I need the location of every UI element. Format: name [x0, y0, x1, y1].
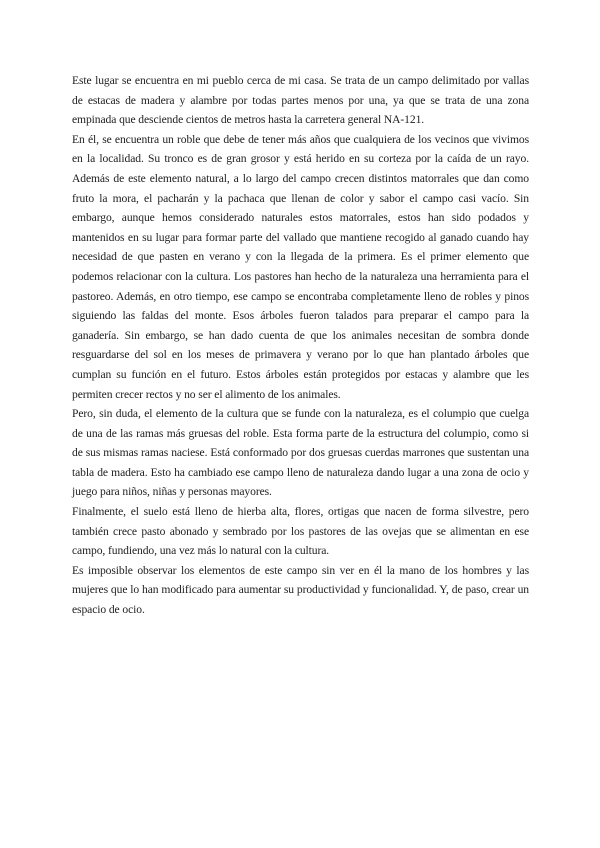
paragraph-ground: Finalmente, el suelo está lleno de hierba alta, flores, ortigas que nacen de forma silvestre, pero también crece pasto abonado y sembrado por los pastores de las ovejas que se alimentan en ese campo, fundiendo, una vez más lo natural con la cultura. [72, 505, 529, 558]
paragraph-swing: Pero, sin duda, el elemento de la cultura que se funde con la naturaleza, es el columpio que cuelga de una de las ramas más gruesas del roble. Esta forma parte de la estructura del columpio, como si de sus mismas ramas naciese. Está conformado por dos gruesas cuerdas marrones que sustentan una tabla de madera. Esto ha cambiado ese campo lleno de naturaleza dando lugar a una zona de ocio y juego para niños, niñas y personas mayores. [72, 407, 529, 499]
document-body [72, 71, 529, 620]
paragraph-conclusion: Es imposible observar los elementos de este campo sin ver en él la mano de los hombres y las mujeres que lo han modificado para aumentar su productividad y funcionalidad. Y, de paso, crear un espacio de ocio. [72, 563, 529, 617]
paragraph-location: Este lugar se encuentra en mi pueblo cerca de mi casa. Se trata de un campo delimitado por vallas de estacas de madera y alambre por todas partes menos por una, ya que se trata de una zona empinada que desciende cientos de metros hasta la carretera general NA-121. [72, 74, 529, 127]
paragraph-oak-and-shrubs: En él, se encuentra un roble que debe de tener más años que cualquiera de los vecinos que vivimos en la localidad. Su tronco es de gran grosor y está herido en su corteza por la caída de un rayo. Además de este elemento natural, a lo largo del campo crecen distintos matorrales que dan como fruto la mora, el pacharán y la pachaca que llenan de color y sabor el campo casi vacío. Sin embargo, aunque hemos considerado naturales estos matorrales, estos han sido podados y mantenidos en su lugar para formar parte del vallado que mantiene recogido al ganado cuando hay necesidad de que pasten en verano y con la llegada de la primera. Es el primer elemento que podemos relacionar con la cultura. Los pastores han hecho de la naturaleza una herramienta para el pastoreo. Además, en otro tiempo, ese campo se encontraba completamente lleno de robles y pinos siguiendo las faldas del monte. Esos árboles fueron talados para preparar el campo para la ganadería. Sin embargo, se han dado cuenta de que los animales necesitan de sombra donde resguardarse del sol en los meses de primavera y verano por lo que han plantado árboles que cumplan su función en el futuro. Estos árboles están protegidos por estacas y alambre que les permiten crecer rectos y no ser el alimento de los animales. [72, 132, 529, 401]
